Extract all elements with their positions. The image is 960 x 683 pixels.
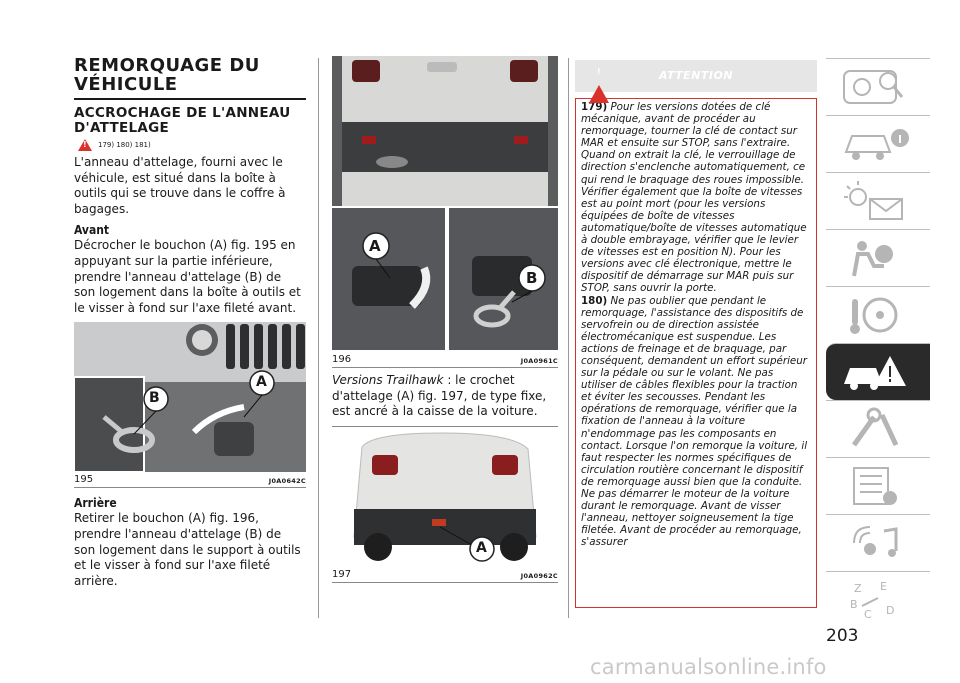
front-paragraph: Décrocher le bouchon (A) fig. 195 en appuyant sur la partie inférieure, prendre l'anneau d'attelage (B) de son logement dans la boîte à outils et le visser à fond sur l'axe fileté avant. <box>74 238 301 315</box>
fig195-label-a: A <box>256 374 267 391</box>
column-left <box>74 56 306 593</box>
figure-195-image <box>74 322 306 472</box>
watermark: carmanualsonline.info <box>590 655 827 679</box>
page-number: 203 <box>826 626 859 646</box>
figure-197-caption <box>332 567 558 583</box>
nav-driving[interactable] <box>826 286 930 343</box>
car-info-icon <box>840 122 912 166</box>
warning-refs-text: 179) 180) 181) <box>98 141 151 149</box>
nav-emergency[interactable] <box>826 343 930 400</box>
spec-list-icon <box>840 464 912 508</box>
note-180-text: Ne pas oublier que pendant le remorquage, l'assistance des dispositifs de servofrein ou de direction assistée électromécanique est suspendue. Les actions de freinage et de braquage, par conséquent, demandent un effort supérieur sur la pédale ou sur le volant. Ne pas utiliser de câbles flexibles pour la traction et éviter les secousses. Pendant les opérations de remorquage, vérifier que la fixation de l'anneau à la voiture n'endommage pas les composants en contact. Lorsque l'on remorque la voiture, il faut respecter les normes spécifiques de circulation routière concernant le dispositif de remorquage aussi bien que la conduite. Ne pas démarrer le moteur de la voiture durant le remorquage. Avant de visser l'anneau, nettoyer soigneusement la tige filetée. Avant de procéder au remorquage, s'assurer <box>581 294 808 549</box>
nav-safety[interactable] <box>826 229 930 286</box>
nav-multimedia[interactable] <box>826 514 930 571</box>
nav-index[interactable] <box>826 571 930 628</box>
note-179-text: Pour les versions dotées de clé mécanique, avant de procéder au remorquage, tourner la clé de contact sur MAR et ensuite sur STOP, sans l'extraire. Quand on extrait la clé, le verrouillage de direction s'enclenche automatiquement, ce qui rend le braquage des roues impossible. Vérifier également que la boîte de vitesses est au point mort (pour les versions équipées de boîte de vitesses automatique/boîte de vitesses automatique à double embrayage, vérifier que le levier de vitesses est en position N). Pour les versions avec clé électronique, mettre le dispositif de démarrage sur MAR puis sur STOP, sans ouvrir la porte. <box>581 101 807 295</box>
attention-title: ATTENTION <box>658 69 734 82</box>
section-title: ACCROCHAGE DE L'ANNEAU D'ATTELAGE <box>74 105 291 136</box>
note-179-number: 179) <box>581 101 608 113</box>
fig196-number: 196 <box>332 354 352 365</box>
dashboard-search-icon <box>840 65 912 109</box>
airbag-seat-icon <box>840 236 912 280</box>
rear-bumper-photo <box>332 56 558 352</box>
intro-paragraph: L'anneau d'attelage, fourni avec le véhicule, est situé dans la boîte à outils qui se trouve dans le coffre à bagages. <box>74 155 286 216</box>
figure-196-image <box>332 56 558 352</box>
nav-lights[interactable] <box>826 172 930 229</box>
fig196-label-a: A <box>369 237 381 255</box>
svg-text:B: B <box>850 598 858 611</box>
index-letters-icon <box>840 578 912 622</box>
svg-text:C: C <box>864 608 872 621</box>
fig195-number: 195 <box>74 474 94 486</box>
svg-text:D: D <box>886 604 895 617</box>
column-middle <box>332 56 558 583</box>
svg-text:E: E <box>880 580 887 593</box>
fig197-code: J0A0962C <box>520 571 558 580</box>
note-180-number: 180) <box>581 294 608 307</box>
attention-body <box>575 98 817 608</box>
steering-wheel-icon <box>840 293 912 337</box>
tools-icon <box>840 407 912 451</box>
figure-197-image <box>332 426 558 567</box>
figure-195-caption <box>74 472 306 488</box>
attention-header <box>575 60 817 92</box>
attention-box <box>575 60 817 608</box>
fig195-code: J0A0642C <box>268 477 306 486</box>
trailhawk-label: Versions Trailhawk <box>332 373 444 387</box>
rear-heading: Arrière <box>74 496 117 511</box>
trailhawk-text: : le crochet d'attelage (A) fig. 197, de type fixe, est ancré à la caisse de la voiture. <box>332 373 547 419</box>
fig195-label-b: B <box>149 390 160 407</box>
note-180 <box>581 295 811 549</box>
nav-maintenance[interactable] <box>826 400 930 457</box>
front-bumper-photo <box>74 322 306 472</box>
warning-triangle-icon <box>78 139 92 151</box>
fig197-number: 197 <box>332 568 352 580</box>
chapter-nav <box>826 58 930 628</box>
svg-text:Z: Z <box>854 582 862 595</box>
fig196-label-b: B <box>526 269 538 287</box>
lights-mail-icon <box>840 179 912 223</box>
column-divider-2 <box>568 58 569 618</box>
column-divider <box>318 58 319 618</box>
nav-dashboard[interactable] <box>826 58 930 115</box>
rear-paragraph: Retirer le bouchon (A) fig. 196, prendre l'anneau d'attelage (B) de son logement dans le support à outils et le visser à fond sur l'axe fileté arrière. <box>74 511 301 588</box>
title-rule <box>74 98 306 100</box>
nav-specs[interactable] <box>826 457 930 514</box>
media-icon <box>840 521 912 565</box>
warning-refs[interactable] <box>78 139 306 151</box>
front-heading: Avant <box>74 223 110 238</box>
emergency-car-icon <box>840 350 912 394</box>
fig197-label-a: A <box>476 539 487 556</box>
page-title: REMORQUAGE DU VÉHICULE <box>74 55 260 95</box>
nav-car-info[interactable] <box>826 115 930 172</box>
fig196-code: J0A0961C <box>520 357 558 365</box>
trailhawk-paragraph <box>332 373 558 420</box>
figure-196-caption <box>332 352 558 368</box>
trailhawk-rear-photo <box>332 427 558 567</box>
note-179 <box>581 101 811 295</box>
